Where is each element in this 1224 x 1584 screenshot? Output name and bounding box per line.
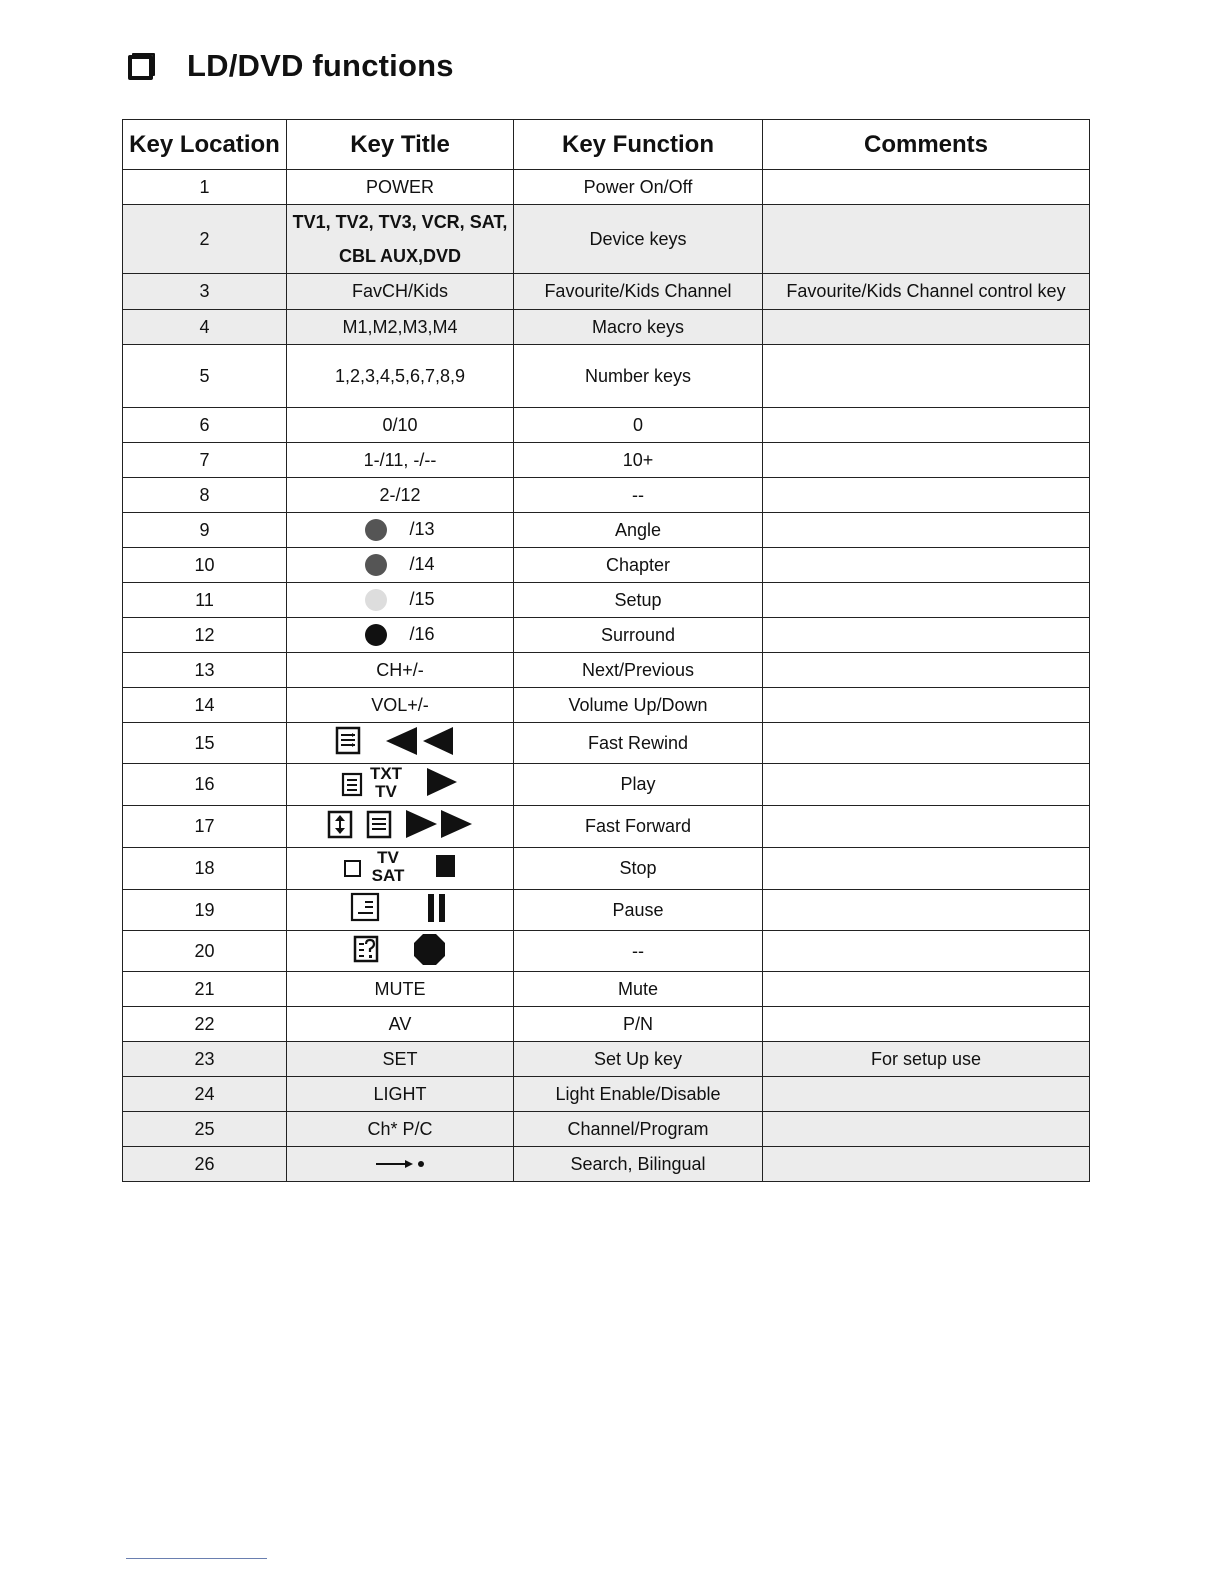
header-comments: Comments — [763, 120, 1090, 170]
key-title — [287, 764, 514, 806]
color-dot-icon — [365, 624, 387, 646]
table-header-row — [123, 120, 1090, 170]
key-title — [287, 931, 514, 972]
key-function: 10+ — [514, 443, 763, 478]
key-comment: Favourite/Kids Channel control key — [763, 274, 1090, 310]
key-title: Ch* P/C — [287, 1112, 514, 1147]
key-title — [287, 618, 514, 653]
key-function: -- — [514, 478, 763, 513]
checkbox-square-icon — [128, 55, 153, 80]
page-title: LD/DVD functions — [187, 48, 454, 83]
key-function-table — [122, 119, 1090, 1182]
header-key-title: Key Title — [287, 120, 514, 170]
color-dot-icon — [365, 519, 387, 541]
key-title-line-1: TV1, TV2, TV3, VCR, SAT, — [292, 212, 508, 232]
key-comment — [763, 513, 1090, 548]
key-title: AV — [287, 1007, 514, 1042]
key-comment — [763, 345, 1090, 408]
key-function: Setup — [514, 583, 763, 618]
key-title: 1-/11, -/-- — [287, 443, 514, 478]
table-row — [123, 972, 1090, 1007]
key-comment — [763, 205, 1090, 274]
key-title: SET — [287, 1042, 514, 1077]
key-comment — [763, 764, 1090, 806]
key-function: Number keys — [514, 345, 763, 408]
key-function: Device keys — [514, 205, 763, 274]
key-comment — [763, 806, 1090, 848]
key-title — [287, 1147, 514, 1182]
key-comment — [763, 653, 1090, 688]
key-location: 13 — [123, 653, 287, 688]
table-row — [123, 478, 1090, 513]
key-title — [287, 806, 514, 848]
key-title-text: /16 — [409, 623, 435, 644]
key-comment — [763, 408, 1090, 443]
key-comment — [763, 1147, 1090, 1182]
table-row — [123, 931, 1090, 972]
table-row — [123, 653, 1090, 688]
key-function: Power On/Off — [514, 170, 763, 205]
key-location: 16 — [123, 764, 287, 806]
key-title — [287, 890, 514, 931]
sat-label: SAT — [371, 866, 405, 884]
key-comment — [763, 583, 1090, 618]
key-title: POWER — [287, 170, 514, 205]
key-function: Stop — [514, 848, 763, 890]
key-title: 1,2,3,4,5,6,7,8,9 — [287, 345, 514, 408]
table-row — [123, 170, 1090, 205]
key-comment — [763, 1112, 1090, 1147]
tv-sat-stop-icon — [343, 848, 457, 884]
table-row — [123, 310, 1090, 345]
key-title — [287, 723, 514, 764]
table-row — [123, 618, 1090, 653]
key-location: 9 — [123, 513, 287, 548]
table-row — [123, 513, 1090, 548]
table-row — [123, 274, 1090, 310]
key-function: Chapter — [514, 548, 763, 583]
table-row — [123, 408, 1090, 443]
key-title-text: /13 — [409, 518, 435, 539]
key-comment — [763, 688, 1090, 723]
key-location: 6 — [123, 408, 287, 443]
table-row — [123, 806, 1090, 848]
key-title-text: /14 — [409, 553, 435, 574]
key-function: Macro keys — [514, 310, 763, 345]
key-function: Fast Forward — [514, 806, 763, 848]
key-title: 2-/12 — [287, 478, 514, 513]
key-title: CH+/- — [287, 653, 514, 688]
table-row — [123, 1077, 1090, 1112]
key-function: Angle — [514, 513, 763, 548]
table-row — [123, 345, 1090, 408]
table-row — [123, 1007, 1090, 1042]
table-row — [123, 205, 1090, 274]
key-location: 22 — [123, 1007, 287, 1042]
table-row — [123, 890, 1090, 931]
key-function: Volume Up/Down — [514, 688, 763, 723]
key-title: M1,M2,M3,M4 — [287, 310, 514, 345]
key-location: 20 — [123, 931, 287, 972]
color-dot-icon — [365, 554, 387, 576]
key-function: Set Up key — [514, 1042, 763, 1077]
key-function: Mute — [514, 972, 763, 1007]
key-location: 11 — [123, 583, 287, 618]
key-comment — [763, 723, 1090, 764]
teletext-rewind-icon — [335, 725, 465, 757]
tv-label: TV — [377, 848, 399, 867]
key-location: 25 — [123, 1112, 287, 1147]
key-function: Search, Bilingual — [514, 1147, 763, 1182]
key-location: 10 — [123, 548, 287, 583]
txt-tv-play-icon — [341, 764, 459, 800]
key-comment — [763, 310, 1090, 345]
table-row — [123, 688, 1090, 723]
size-fast-forward-icon — [327, 808, 473, 840]
tv-label: TV — [375, 782, 397, 800]
key-location: 7 — [123, 443, 287, 478]
key-location: 1 — [123, 170, 287, 205]
key-function: Pause — [514, 890, 763, 931]
table-row — [123, 848, 1090, 890]
key-location: 21 — [123, 972, 287, 1007]
key-function: Play — [514, 764, 763, 806]
color-dot-icon — [365, 589, 387, 611]
key-comment — [763, 443, 1090, 478]
key-comment: For setup use — [763, 1042, 1090, 1077]
key-comment — [763, 848, 1090, 890]
key-title — [287, 205, 514, 274]
table-row — [123, 723, 1090, 764]
key-title: 0/10 — [287, 408, 514, 443]
key-location: 17 — [123, 806, 287, 848]
table-row — [123, 1042, 1090, 1077]
key-function: Surround — [514, 618, 763, 653]
key-function: 0 — [514, 408, 763, 443]
key-title — [287, 513, 514, 548]
key-function: Next/Previous — [514, 653, 763, 688]
key-comment — [763, 890, 1090, 931]
table-row — [123, 548, 1090, 583]
key-function: Channel/Program — [514, 1112, 763, 1147]
key-title — [287, 548, 514, 583]
key-location: 18 — [123, 848, 287, 890]
key-location: 26 — [123, 1147, 287, 1182]
key-location: 15 — [123, 723, 287, 764]
key-comment — [763, 170, 1090, 205]
key-title — [287, 848, 514, 890]
page-heading — [128, 48, 454, 84]
reveal-record-icon — [353, 933, 447, 965]
key-comment — [763, 931, 1090, 972]
key-comment — [763, 548, 1090, 583]
key-location: 3 — [123, 274, 287, 310]
key-function: P/N — [514, 1007, 763, 1042]
key-location: 8 — [123, 478, 287, 513]
header-key-function: Key Function — [514, 120, 763, 170]
key-function: Favourite/Kids Channel — [514, 274, 763, 310]
key-location: 19 — [123, 890, 287, 931]
key-location: 5 — [123, 345, 287, 408]
arrow-dot-icon — [374, 1158, 426, 1170]
table-row — [123, 1147, 1090, 1182]
key-comment — [763, 1077, 1090, 1112]
key-location: 23 — [123, 1042, 287, 1077]
key-function: Fast Rewind — [514, 723, 763, 764]
key-title: MUTE — [287, 972, 514, 1007]
key-function: -- — [514, 931, 763, 972]
txt-label: TXT — [369, 764, 403, 783]
key-title: LIGHT — [287, 1077, 514, 1112]
key-comment — [763, 972, 1090, 1007]
key-location: 4 — [123, 310, 287, 345]
key-location: 12 — [123, 618, 287, 653]
key-comment — [763, 478, 1090, 513]
key-title: FavCH/Kids — [287, 274, 514, 310]
footer-rule — [126, 1558, 267, 1559]
header-key-location: Key Location — [123, 120, 287, 170]
key-title: VOL+/- — [287, 688, 514, 723]
key-title-text: /15 — [409, 588, 435, 609]
text-pause-icon — [350, 892, 450, 924]
key-function: Light Enable/Disable — [514, 1077, 763, 1112]
key-location: 14 — [123, 688, 287, 723]
table-row — [123, 1112, 1090, 1147]
key-comment — [763, 1007, 1090, 1042]
table-row — [123, 443, 1090, 478]
table-row — [123, 583, 1090, 618]
key-title — [287, 583, 514, 618]
table-row — [123, 764, 1090, 806]
key-location: 2 — [123, 205, 287, 274]
key-comment — [763, 618, 1090, 653]
key-location: 24 — [123, 1077, 287, 1112]
key-title-line-2: CBL AUX,DVD — [338, 246, 461, 266]
